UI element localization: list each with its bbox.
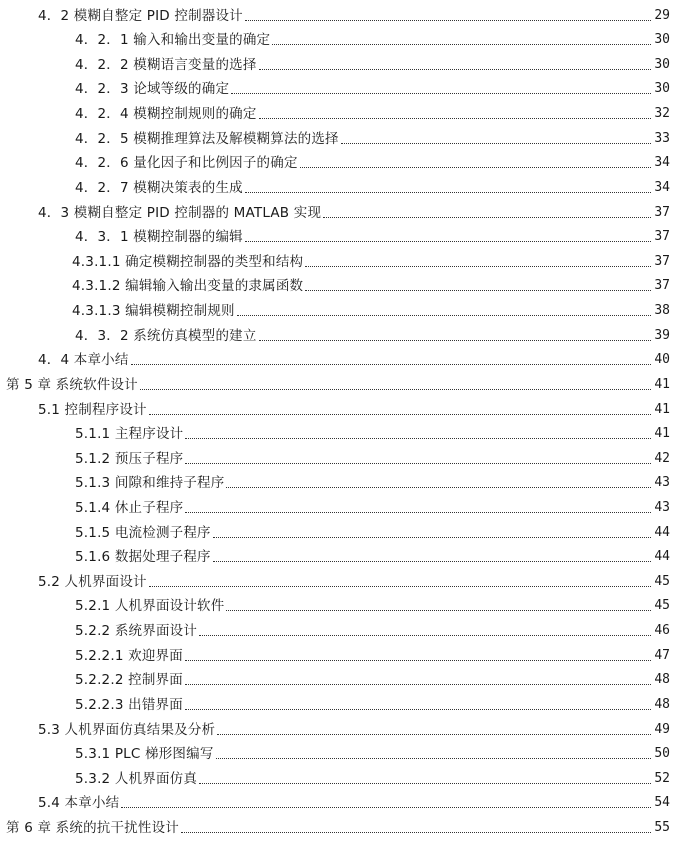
toc-entry[interactable] [0, 468, 685, 493]
toc-entry-title: 5.2.2 系统界面设计 [75, 623, 198, 640]
toc-entry[interactable] [0, 616, 685, 641]
toc-entry[interactable] [0, 0, 685, 25]
toc-entry[interactable] [0, 98, 685, 123]
toc-entry[interactable] [0, 665, 685, 690]
toc-entry-page-number: 43 [654, 475, 670, 491]
toc-entry-page-number: 41 [654, 401, 670, 417]
toc-dot-leader [185, 437, 651, 439]
toc-entry-title: 5.3.2 人机界面仿真 [75, 770, 198, 787]
toc-entry[interactable] [0, 197, 685, 222]
toc-entry[interactable] [0, 320, 685, 345]
toc-entry[interactable] [0, 123, 685, 148]
toc-entry-title: 4．2．2 模糊语言变量的选择 [75, 56, 257, 73]
toc-entry-page-number: 44 [654, 549, 670, 565]
toc-entry[interactable] [0, 591, 685, 616]
toc-entry-page-number: 41 [654, 376, 670, 392]
toc-dot-leader [226, 609, 651, 611]
toc-entry-page-number: 40 [654, 352, 670, 368]
toc-entry[interactable] [0, 172, 685, 197]
toc-dot-leader [323, 216, 651, 218]
toc-entry[interactable] [0, 517, 685, 542]
toc-entry-title: 5.1.3 间隙和维持子程序 [75, 475, 225, 492]
toc-dot-leader [245, 191, 651, 193]
toc-dot-leader [305, 289, 651, 291]
toc-entry-title: 4．2 模糊自整定 PID 控制器设计 [38, 7, 243, 24]
toc-dot-leader [185, 462, 651, 464]
toc-entry-title: 5.2.2.1 欢迎界面 [75, 647, 183, 664]
toc-entry-title: 5.3 人机界面仿真结果及分析 [38, 721, 216, 738]
toc-entry[interactable] [0, 640, 685, 665]
toc-entry-page-number: 38 [654, 303, 670, 319]
toc-dot-leader [185, 708, 651, 710]
toc-dot-leader [185, 511, 651, 513]
toc-dot-leader [341, 142, 652, 144]
toc-entry[interactable] [0, 222, 685, 247]
toc-dot-leader [199, 634, 651, 636]
toc-entry[interactable] [0, 763, 685, 788]
toc-dot-leader [259, 117, 652, 119]
toc-entry-title: 5.1.6 数据处理子程序 [75, 549, 211, 566]
toc-dot-leader [199, 782, 651, 784]
toc-entry-page-number: 52 [654, 770, 670, 786]
toc-entry-title: 5.1.5 电流检测子程序 [75, 524, 211, 541]
toc-entry-page-number: 30 [654, 81, 670, 97]
toc-entry-page-number: 32 [654, 106, 670, 122]
toc-dot-leader [185, 683, 651, 685]
toc-entry-title: 第 5 章 系统软件设计 [6, 376, 138, 393]
toc-entry-page-number: 37 [654, 278, 670, 294]
toc-dot-leader [245, 240, 651, 242]
toc-entry-title: 5.1.4 休止子程序 [75, 499, 184, 516]
toc-entry-title: 4．2．5 模糊推理算法及解模糊算法的选择 [75, 130, 339, 147]
toc-dot-leader [245, 19, 651, 21]
toc-entry-page-number: 48 [654, 696, 670, 712]
toc-entry-title: 5.1.1 主程序设计 [75, 426, 184, 443]
toc-dot-leader [121, 806, 651, 808]
toc-entry-title: 4.3.1.2 编辑输入输出变量的隶属函数 [72, 278, 304, 295]
toc-entry-title: 5.2.2.3 出错界面 [75, 696, 183, 713]
toc-entry[interactable] [0, 74, 685, 99]
toc-entry-page-number: 43 [654, 499, 670, 515]
toc-entry[interactable] [0, 788, 685, 813]
toc-entry-page-number: 55 [654, 820, 670, 836]
toc-entry-page-number: 29 [654, 7, 670, 23]
toc-dot-leader [131, 363, 652, 365]
toc-entry-page-number: 49 [654, 721, 670, 737]
toc-entry[interactable] [0, 345, 685, 370]
toc-dot-leader [259, 339, 652, 341]
toc-dot-leader [149, 413, 652, 415]
toc-entry-title: 4．2．6 量化因子和比例因子的确定 [75, 155, 298, 172]
toc-entry-page-number: 44 [654, 524, 670, 540]
toc-dot-leader [149, 585, 652, 587]
toc-dot-leader [237, 314, 652, 316]
toc-entry-title: 5.1.2 预压子程序 [75, 450, 184, 467]
toc-entry-page-number: 50 [654, 746, 670, 762]
toc-entry-title: 5.3.1 PLC 梯形图编写 [75, 746, 214, 763]
toc-entry-title: 4．2．3 论域等级的确定 [75, 81, 230, 98]
toc-entry-title: 5.1 控制程序设计 [38, 401, 147, 418]
toc-entry-title: 5.2 人机界面设计 [38, 573, 147, 590]
toc-entry[interactable] [0, 566, 685, 591]
toc-dot-leader [272, 43, 651, 45]
toc-entry[interactable] [0, 542, 685, 567]
toc-entry[interactable] [0, 148, 685, 173]
toc-entry-title: 4．2．1 输入和输出变量的确定 [75, 32, 271, 49]
toc-entry-page-number: 41 [654, 426, 670, 442]
toc-entry-page-number: 34 [654, 155, 670, 171]
toc-entry-page-number: 46 [654, 623, 670, 639]
toc-entry[interactable] [0, 271, 685, 296]
toc-entry[interactable] [0, 812, 685, 837]
toc-entry-page-number: 37 [654, 253, 670, 269]
toc-dot-leader [259, 68, 652, 70]
toc-entry-page-number: 48 [654, 672, 670, 688]
toc-entry[interactable] [0, 369, 685, 394]
toc-entry-page-number: 37 [654, 229, 670, 245]
toc-entry-title: 4．4 本章小结 [38, 352, 129, 369]
toc-entry-title: 4．2．4 模糊控制规则的确定 [75, 106, 257, 123]
toc-entry[interactable] [0, 492, 685, 517]
toc-entry[interactable] [0, 689, 685, 714]
toc-dot-leader [213, 560, 652, 562]
toc-dot-leader [185, 659, 651, 661]
toc-entry-title: 5.2.1 人机界面设计软件 [75, 598, 225, 615]
toc-entry-title: 4．3．2 系统仿真模型的建立 [75, 327, 257, 344]
toc-dot-leader [181, 831, 651, 833]
toc-dot-leader [300, 166, 652, 168]
toc-entry-page-number: 54 [654, 795, 670, 811]
toc-entry-title: 5.4 本章小结 [38, 795, 120, 812]
toc-entry[interactable] [0, 443, 685, 468]
toc-entry[interactable] [0, 419, 685, 444]
toc-entry-title: 第 6 章 系统的抗干扰性设计 [6, 820, 179, 837]
toc-entry[interactable] [0, 714, 685, 739]
toc-entry[interactable] [0, 295, 685, 320]
toc-entry[interactable] [0, 25, 685, 50]
toc-dot-leader [216, 757, 652, 759]
toc-entry-title: 4.3.1.3 编辑模糊控制规则 [72, 303, 235, 320]
toc-entry[interactable] [0, 49, 685, 74]
toc-entry-page-number: 34 [654, 179, 670, 195]
toc-entry-title: 4．2．7 模糊决策表的生成 [75, 179, 243, 196]
toc-entry-page-number: 45 [654, 573, 670, 589]
toc-entry[interactable] [0, 739, 685, 764]
toc-entry-title: 5.2.2.2 控制界面 [75, 672, 183, 689]
toc-entry-title: 4．3 模糊自整定 PID 控制器的 MATLAB 实现 [38, 204, 322, 221]
toc-dot-leader [217, 733, 651, 735]
toc-entry-title: 4.3.1.1 确定模糊控制器的类型和结构 [72, 253, 304, 270]
toc-entry[interactable] [0, 246, 685, 271]
toc-entry-page-number: 42 [654, 450, 670, 466]
toc-dot-leader [140, 388, 651, 390]
toc-entry-page-number: 39 [654, 327, 670, 343]
toc-entry-page-number: 37 [654, 204, 670, 220]
toc-entry[interactable] [0, 394, 685, 419]
toc-dot-leader [305, 265, 651, 267]
toc-entry-title: 4．3．1 模糊控制器的编辑 [75, 229, 243, 246]
toc-entry-page-number: 30 [654, 56, 670, 72]
toc-dot-leader [231, 92, 651, 94]
toc-entry-page-number: 30 [654, 32, 670, 48]
toc-dot-leader [226, 486, 651, 488]
toc-entry-page-number: 45 [654, 598, 670, 614]
toc-entry-page-number: 47 [654, 647, 670, 663]
toc-dot-leader [213, 536, 652, 538]
toc-entry-page-number: 33 [654, 130, 670, 146]
